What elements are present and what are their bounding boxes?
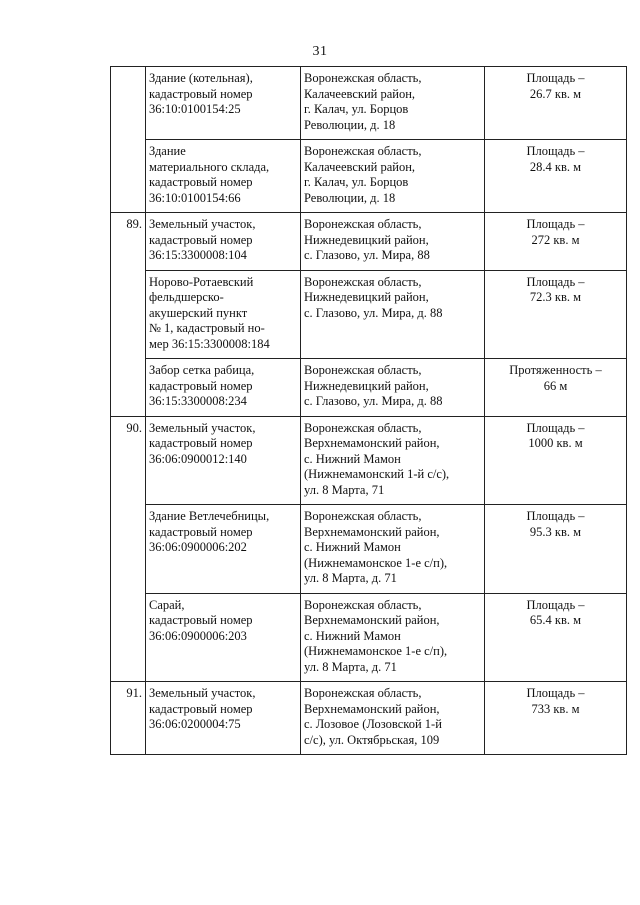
address-line: Воронежская область, <box>304 597 422 612</box>
table-row <box>111 140 627 213</box>
object-line: Здание Ветлечебницы, <box>149 509 270 523</box>
object-line: 36:06:0900006:203 <box>149 628 247 643</box>
address-line: Верхнемамонский район, <box>304 436 440 450</box>
address-line: Воронежская область, <box>304 509 422 523</box>
parameter-cell <box>485 270 627 359</box>
address-line: с. Лозовое (Лозовской 1-й <box>304 717 442 731</box>
address-line: г. Калач, ул. Борцов <box>304 102 409 116</box>
address-line: Воронежская область, <box>304 686 422 700</box>
object-line: кадастровый номер <box>149 86 253 101</box>
address-line: Верхнемамонский район, <box>304 524 440 539</box>
object-cell <box>146 213 301 271</box>
object-cell <box>146 593 301 682</box>
address-line: Воронежская область, <box>304 420 422 435</box>
parameter-line: 65.4 кв. м <box>529 613 582 627</box>
parameter-line: 72.3 кв. м <box>529 290 582 304</box>
table-row <box>111 270 627 359</box>
parameter-line: Площадь – <box>526 686 585 700</box>
table-row <box>111 67 627 140</box>
address-cell <box>301 593 485 682</box>
address-line: Воронежская область, <box>304 144 422 158</box>
object-cell <box>146 270 301 359</box>
address-line: с. Глазово, ул. Мира, д. 88 <box>304 305 443 320</box>
parameter-cell <box>485 505 627 594</box>
row-number <box>111 593 146 682</box>
table-row <box>111 682 627 755</box>
object-line: Здание (котельная), <box>149 71 253 85</box>
address-line: (Нижнемамонское 1-е с/п), <box>304 644 448 658</box>
row-number <box>111 505 146 594</box>
parameter-line: Площадь – <box>526 509 585 523</box>
page-number: 31 <box>312 44 328 59</box>
address-line: ул. 8 Марта, д. 71 <box>304 659 397 674</box>
row-number <box>111 359 146 417</box>
row-number <box>111 140 146 213</box>
object-line: Сарай, <box>149 597 185 612</box>
parameter-cell <box>485 359 627 417</box>
address-cell <box>301 359 485 417</box>
object-line: 36:06:0200004:75 <box>149 717 241 731</box>
address-cell <box>301 505 485 594</box>
address-cell <box>301 213 485 271</box>
object-line: кадастровый номер <box>149 175 253 189</box>
address-line: (Нижнемамонский 1-й с/с), <box>304 467 450 481</box>
object-cell <box>146 682 301 755</box>
object-cell <box>146 359 301 417</box>
address-line: Калачеевский район, <box>304 86 416 101</box>
object-cell <box>146 140 301 213</box>
parameter-cell <box>485 140 627 213</box>
parameter-line: 1000 кв. м <box>528 436 583 450</box>
object-line: кадастровый номер <box>149 613 253 627</box>
table-row <box>111 505 627 594</box>
object-line: фельдшерско- <box>149 290 224 304</box>
address-line: Воронежская область, <box>304 217 422 231</box>
object-line: 36:10:0100154:25 <box>149 102 241 116</box>
object-line: кадастровый номер <box>149 232 253 247</box>
address-line: (Нижнемамонское 1-е с/п), <box>304 555 448 570</box>
row-number: 90. <box>111 416 146 505</box>
object-line: 36:15:3300008:104 <box>149 248 247 262</box>
address-line: с. Нижний Мамон <box>304 628 401 643</box>
table-row <box>111 593 627 682</box>
object-line: 36:06:0900006:202 <box>149 540 247 554</box>
object-line: № 1, кадастровый но- <box>149 321 265 335</box>
object-line: кадастровый номер <box>149 378 253 393</box>
address-cell <box>301 682 485 755</box>
row-number <box>111 67 146 140</box>
object-cell <box>146 67 301 140</box>
object-line: кадастровый номер <box>149 524 253 539</box>
address-line: Калачеевский район, <box>304 159 416 174</box>
address-cell <box>301 67 485 140</box>
address-line: Нижнедевицкий район, <box>304 232 429 247</box>
object-cell <box>146 416 301 505</box>
address-line: Революции, д. 18 <box>304 190 396 205</box>
parameter-line: Площадь – <box>526 71 585 85</box>
parameter-line: 95.3 кв. м <box>529 524 582 539</box>
address-line: с. Нижний Мамон <box>304 451 401 466</box>
parameter-line: 733 кв. м <box>531 701 580 716</box>
parameter-cell <box>485 593 627 682</box>
address-cell <box>301 140 485 213</box>
table-row <box>111 213 627 271</box>
object-line: Забор сетка рабица, <box>149 363 255 377</box>
address-line: ул. 8 Марта, д. 71 <box>304 571 397 585</box>
parameter-line: Площадь – <box>526 420 585 435</box>
address-line: Воронежская область, <box>304 71 422 85</box>
object-line: Земельный участок, <box>149 686 256 700</box>
parameter-line: Площадь – <box>526 274 585 289</box>
object-line: 36:10:0100154:66 <box>149 190 241 205</box>
object-line: кадастровый номер <box>149 436 253 450</box>
address-line: Воронежская область, <box>304 274 422 289</box>
table-row <box>111 359 627 417</box>
parameter-cell <box>485 682 627 755</box>
property-table <box>110 66 627 755</box>
object-line: Здание <box>149 144 186 158</box>
table-row <box>111 416 627 505</box>
object-line: 36:06:0900012:140 <box>149 451 247 466</box>
object-line: Норово-Ротаевский <box>149 274 254 289</box>
parameter-cell <box>485 416 627 505</box>
object-line: Земельный участок, <box>149 420 256 435</box>
object-line: акушерский пункт <box>149 305 248 320</box>
object-line: кадастровый номер <box>149 701 253 716</box>
row-number: 91. <box>111 682 146 755</box>
parameter-line: Площадь – <box>526 597 585 612</box>
object-cell <box>146 505 301 594</box>
address-line: Воронежская область, <box>304 363 422 377</box>
parameter-line: 272 кв. м <box>531 232 580 247</box>
parameter-line: 26.7 кв. м <box>529 86 582 101</box>
parameter-line: 28.4 кв. м <box>529 159 582 174</box>
address-cell <box>301 270 485 359</box>
parameter-cell <box>485 213 627 271</box>
row-number: 89. <box>111 213 146 271</box>
parameter-line: Площадь – <box>526 217 585 231</box>
address-line: Нижнедевицкий район, <box>304 378 429 393</box>
address-line: Верхнемамонский район, <box>304 701 440 716</box>
row-number <box>111 270 146 359</box>
address-line: Революции, д. 18 <box>304 117 396 132</box>
object-line: мер 36:15:3300008:184 <box>149 336 270 351</box>
address-line: ул. 8 Марта, 71 <box>304 482 385 497</box>
address-line: с. Глазово, ул. Мира, 88 <box>304 248 430 262</box>
parameter-cell <box>485 67 627 140</box>
address-line: с/с), ул. Октябрьская, 109 <box>304 732 440 747</box>
parameter-line: Площадь – <box>526 144 585 158</box>
address-line: Нижнедевицкий район, <box>304 290 429 304</box>
address-cell <box>301 416 485 505</box>
parameter-line: 66 м <box>543 378 568 393</box>
address-line: Верхнемамонский район, <box>304 613 440 627</box>
address-line: с. Глазово, ул. Мира, д. 88 <box>304 394 443 408</box>
object-line: материального склада, <box>149 159 270 174</box>
address-line: с. Нижний Мамон <box>304 540 401 554</box>
object-line: Земельный участок, <box>149 217 256 231</box>
property-table-body <box>111 67 627 755</box>
address-line: г. Калач, ул. Борцов <box>304 175 409 189</box>
parameter-line: Протяженность – <box>509 363 602 377</box>
object-line: 36:15:3300008:234 <box>149 394 247 408</box>
